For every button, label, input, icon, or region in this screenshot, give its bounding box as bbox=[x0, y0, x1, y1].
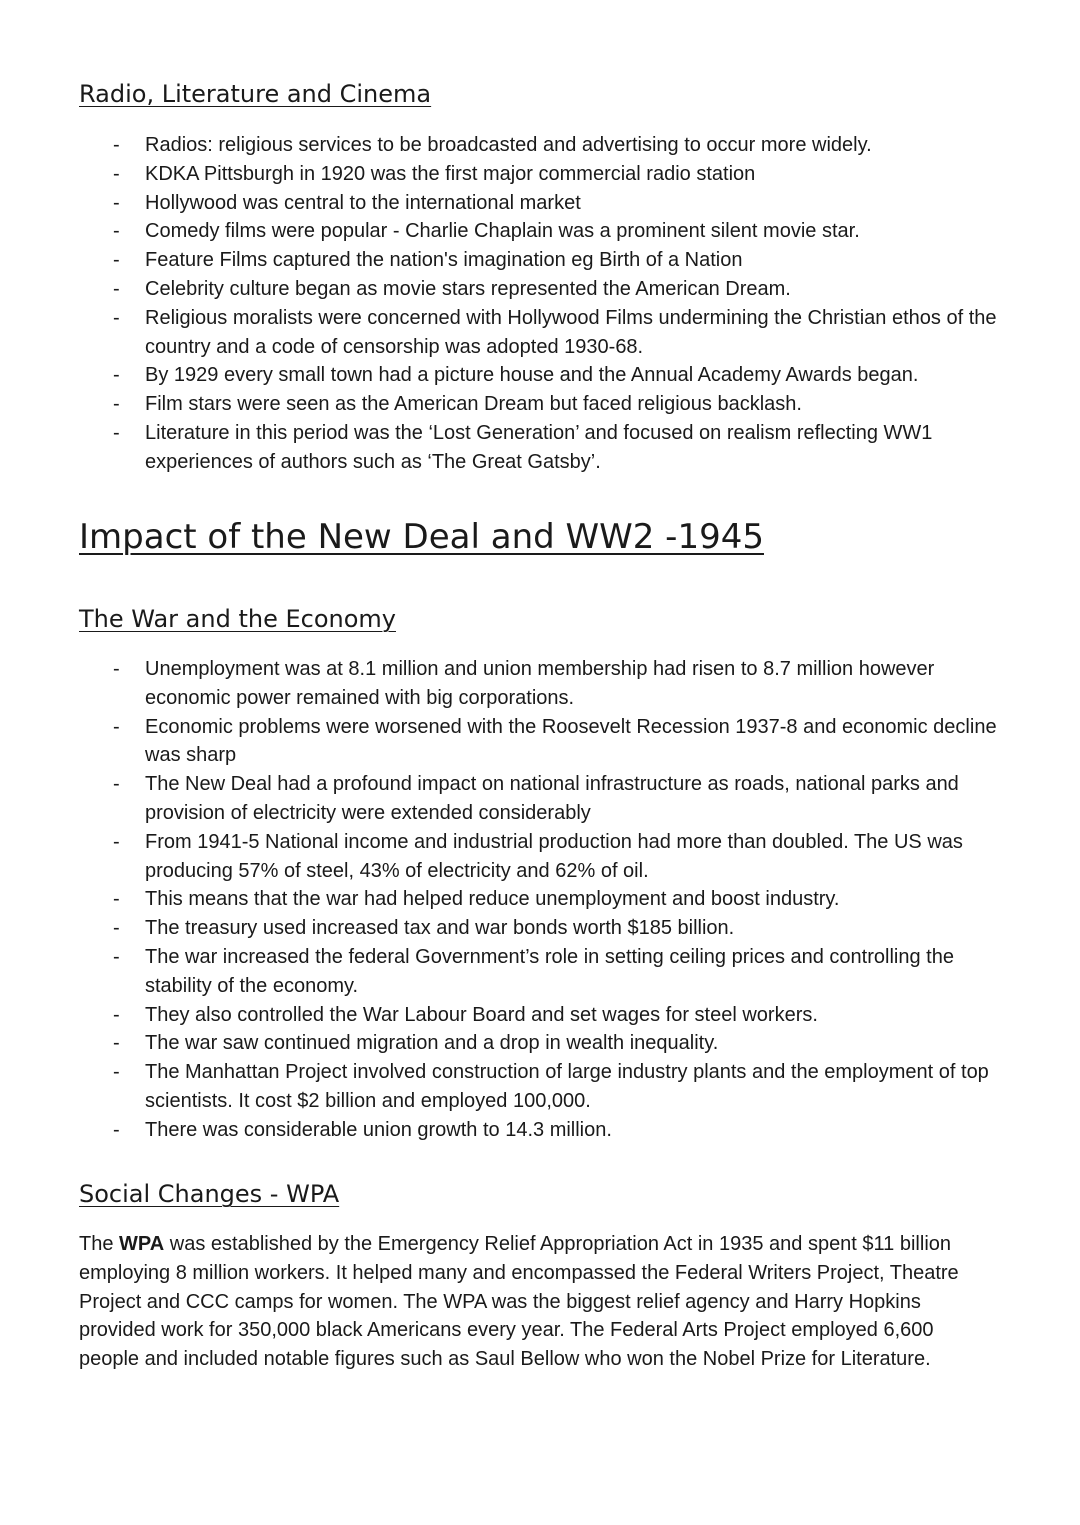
list-item bbox=[0, 713, 1005, 771]
bullet-dash: - bbox=[113, 945, 120, 968]
bullet-dash: - bbox=[113, 162, 120, 185]
wpa-paragraph bbox=[79, 1230, 994, 1374]
list-item-text: The New Deal had a profound impact on national infrastructure as roads, national parks and provision of electricity were extended considerably bbox=[145, 773, 959, 824]
list-item bbox=[0, 914, 1005, 943]
list-item-text: The treasury used increased tax and war bonds worth $185 billion. bbox=[145, 917, 735, 940]
list-item-text: Hollywood was central to the international market bbox=[145, 191, 581, 214]
list-item bbox=[0, 246, 1005, 275]
list-item bbox=[0, 275, 1005, 304]
list-item bbox=[0, 131, 1005, 160]
list-item-text: Comedy films were popular - Charlie Chaplain was a prominent silent movie star. bbox=[145, 220, 860, 243]
list-item-text: By 1929 every small town had a picture house and the Annual Academy Awards began. bbox=[145, 364, 919, 387]
bullet-dash: - bbox=[113, 658, 120, 680]
bullet-dash: - bbox=[113, 134, 120, 156]
bullet-dash: - bbox=[113, 1061, 120, 1084]
bullet-dash: - bbox=[113, 1118, 120, 1141]
bullet-dash: - bbox=[113, 393, 120, 416]
bullet-dash: - bbox=[113, 364, 120, 387]
wpa-paragraph-prefix: The bbox=[79, 1233, 120, 1255]
list-item bbox=[0, 304, 1005, 362]
list-item-text: Celebrity culture began as movie stars represented the American Dream. bbox=[145, 277, 791, 300]
war-economy-list bbox=[0, 655, 1005, 1145]
bullet-dash: - bbox=[113, 830, 120, 853]
list-item-text: Literature in this period was the ‘Lost Generation’ and focused on realism reflecting WW1 experiences of authors such as ‘The Great Gatsby’. bbox=[145, 421, 933, 473]
list-item bbox=[0, 361, 1005, 390]
bullet-dash: - bbox=[113, 888, 120, 911]
list-item bbox=[0, 390, 1005, 419]
section-heading-radio-literature-cinema: Radio, Literature and Cinema bbox=[79, 80, 432, 108]
list-item bbox=[0, 419, 1005, 477]
list-item-text: The Manhattan Project involved construction of large industry plants and the employment of top scientists. It cost $2 billion and employed 100,000. bbox=[145, 1061, 989, 1112]
wpa-paragraph-rest: was established by the Emergency Relief Appropriation Act in 1935 and spent $11 billion employing 8 million workers. It helped many and encompassed the Federal Writers Project, Theatre Project and CCC camps for women. The WPA was the biggest relief agency and Harry Hopkins provided work for 350,000 black Americans every year. The Federal Arts Project employed 6,600 people and included notable figures such as Saul Bellow who won the Nobel Prize for Literature. bbox=[79, 1233, 959, 1371]
page-title-new-deal-ww2: Impact of the New Deal and WW2 -1945 bbox=[79, 517, 764, 557]
list-item bbox=[0, 1058, 1005, 1116]
section-heading-war-economy: The War and the Economy bbox=[79, 605, 396, 633]
list-item-text: The war saw continued migration and a drop in wealth inequality. bbox=[145, 1032, 719, 1055]
list-item-text: From 1941-5 National income and industrial production had more than doubled. The US was producing 57% of steel, 43% of electricity and 62% of oil. bbox=[145, 830, 963, 882]
list-item bbox=[0, 160, 1005, 189]
list-item-text: This means that the war had helped reduce unemployment and boost industry. bbox=[145, 888, 840, 911]
radio-literature-cinema-list bbox=[0, 131, 1005, 477]
list-item bbox=[0, 1116, 1005, 1145]
list-item-text: Unemployment was at 8.1 million and union membership had risen to 8.7 million however economic power remained with big corporations. bbox=[145, 658, 935, 709]
list-item-text: KDKA Pittsburgh in 1920 was the first major commercial radio station bbox=[145, 162, 756, 185]
list-item-text: Feature Films captured the nation's imagination eg Birth of a Nation bbox=[145, 249, 743, 272]
list-item bbox=[0, 189, 1005, 218]
bullet-dash: - bbox=[113, 1032, 120, 1055]
bullet-dash: - bbox=[113, 306, 120, 329]
list-item-text: Radios: religious services to be broadcasted and advertising to occur more widely. bbox=[145, 134, 872, 156]
list-item-text: Film stars were seen as the American Dream but faced religious backlash. bbox=[145, 393, 802, 416]
wpa-paragraph-bold: WPA bbox=[119, 1233, 165, 1255]
bullet-dash: - bbox=[113, 220, 120, 243]
list-item bbox=[0, 655, 1005, 713]
bullet-dash: - bbox=[113, 249, 120, 272]
list-item-text: There was considerable union growth to 14.3 million. bbox=[145, 1118, 612, 1141]
list-item bbox=[0, 770, 1005, 828]
section-heading-social-changes-wpa: Social Changes - WPA bbox=[79, 1180, 340, 1208]
bullet-dash: - bbox=[113, 715, 120, 738]
bullet-dash: - bbox=[113, 421, 120, 444]
list-item-text: They also controlled the War Labour Board and set wages for steel workers. bbox=[145, 1003, 818, 1026]
list-item-text: Religious moralists were concerned with Hollywood Films undermining the Christian ethos of the country and a code of censorship was adopted 1930-68. bbox=[145, 306, 997, 358]
bullet-dash: - bbox=[113, 277, 120, 300]
list-item-text: The war increased the federal Government’s role in setting ceiling prices and controlling the stability of the economy. bbox=[145, 945, 954, 997]
list-item bbox=[0, 217, 1005, 246]
list-item-text: Economic problems were worsened with the Roosevelt Recession 1937-8 and economic decline was sharp bbox=[145, 715, 997, 767]
bullet-dash: - bbox=[113, 773, 120, 796]
bullet-dash: - bbox=[113, 1003, 120, 1026]
list-item bbox=[0, 1029, 1005, 1058]
list-item bbox=[0, 1001, 1005, 1030]
bullet-dash: - bbox=[113, 191, 120, 214]
list-item bbox=[0, 885, 1005, 914]
bullet-dash: - bbox=[113, 917, 120, 940]
list-item bbox=[0, 828, 1005, 886]
list-item bbox=[0, 943, 1005, 1001]
